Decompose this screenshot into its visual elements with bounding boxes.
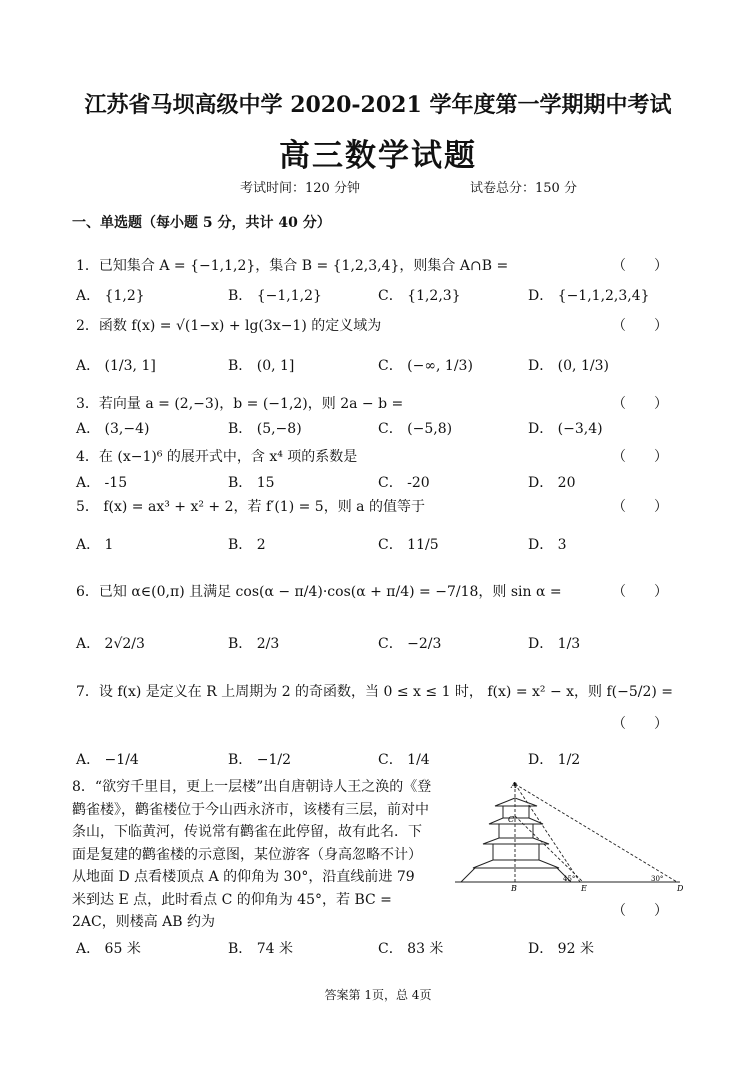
question-8-stem: 8．“欲穷千里目，更上一层楼”出自唐朝诗人王之涣的《登鹳雀楼》，鹳雀楼位于今山西永济市，该楼有三层，前对中条山，下临黄河，传说常有鹳雀在此停留，故有此名．下面是复建的鹳雀楼的示意图，某位游客（身高忽略不计）从地面 D 点看楼顶点 A 的仰角为 30°，沿直线前进 79 米到达 E 点，此时看点 C 的仰角为 45°，若 BC = 2AC，则楼高 AB 约为 (72, 779, 432, 930)
question-7-option-a: A． −1/4 (76, 752, 139, 768)
sight-line-A (515, 784, 580, 882)
total-score: 试卷总分：150 分 (470, 181, 577, 196)
question-6-option-d: D． 1/3 (528, 636, 581, 652)
question-1-option-a: A． {1,2} (76, 288, 145, 304)
angle-30-label: 30° (651, 875, 664, 883)
label-b: B (511, 884, 517, 893)
exam-time: 考试时间：120 分钟 (240, 181, 360, 196)
question-2-option-a: A． (1/3, 1] (76, 358, 156, 374)
angle-45-label: 45° (563, 875, 576, 883)
question-6-option-b: B． 2/3 (228, 636, 280, 652)
label-e: E (581, 884, 587, 893)
question-2-option-c: C． (−∞, 1/3) (378, 358, 473, 374)
question-8-option-a: A． 65 米 (76, 941, 141, 957)
question-2-stem: 2．函数 f(x) = √(1−x) + lg(3x−1) 的定义域为 (76, 318, 382, 334)
question-5-option-c: C． 11/5 (378, 537, 439, 553)
answer-paren: （ ） (612, 396, 668, 412)
subject-title: 高三数学试题 (279, 138, 477, 174)
question-1-stem: 1．已知集合 A = {−1,1,2}，集合 B = {1,2,3,4}，则集合 A∩B = (76, 258, 509, 274)
question-3-option-a: A． (3,−4) (76, 421, 150, 437)
question-3-option-c: C． (−5,8) (378, 421, 453, 437)
question-5-stem: 5． f(x) = ax³ + x² + 2，若 f′(1) = 5，则 a 的值等于 (76, 499, 425, 515)
question-7-option-d: D． 1/2 (528, 752, 581, 768)
question-3-stem: 3．若向量 a = (2,−3)，b = (−1,2)，则 2a − b = (76, 396, 404, 412)
question-4-stem: 4．在 (x−1)⁶ 的展开式中，含 x⁴ 项的系数是 (76, 449, 358, 465)
answer-paren: （ ） (612, 499, 668, 515)
question-2-option-b: B． (0, 1] (228, 358, 295, 374)
section-title: 一、单选题（每小题 5 分，共计 40 分） (72, 215, 331, 231)
answer-paren: （ ） (612, 903, 668, 919)
question-5-option-a: A． 1 (76, 537, 114, 553)
sight-line-DA (515, 784, 677, 882)
question-4-option-d: D． 20 (528, 475, 576, 491)
question-5-option-b: B． 2 (228, 537, 266, 553)
question-4-option-a: A． -15 (76, 475, 128, 491)
tower-eave-1 (473, 860, 559, 868)
answer-paren: （ ） (612, 258, 668, 274)
question-7-option-c: C． 1/4 (378, 752, 430, 768)
question-2-option-d: D． (0, 1/3) (528, 358, 609, 374)
tower-tier-3 (503, 806, 529, 818)
question-6-option-c: C． −2/3 (378, 636, 442, 652)
question-6-stem: 6．已知 α∈(0,π) 且满足 cos(α − π/4)·cos(α + π/4) = −7/18，则 sin α = (76, 584, 562, 600)
tower-roof-top (495, 798, 537, 806)
question-8-option-c: C． 83 米 (378, 941, 444, 957)
answer-paren: （ ） (612, 449, 668, 465)
question-6-option-a: A． 2√2/3 (76, 636, 145, 652)
label-d: D (677, 884, 684, 893)
question-5-option-d: D． 3 (528, 537, 567, 553)
question-8-option-d: D． 92 米 (528, 941, 594, 957)
tower-tier-1 (493, 844, 539, 860)
answer-paren: （ ） (612, 318, 668, 334)
page-footer: 答案第 1页，总 4页 (324, 988, 432, 1002)
question-1-option-c: C． {1,2,3} (378, 288, 461, 304)
label-c: C (508, 815, 515, 824)
tower-eave-2 (483, 838, 549, 844)
question-3-option-b: B． (5,−8) (228, 421, 302, 437)
question-7-option-b: B． −1/2 (228, 752, 291, 768)
question-8-option-b: B． 74 米 (228, 941, 294, 957)
tower-tier-2 (499, 824, 533, 838)
question-3-option-d: D． (−3,4) (528, 421, 603, 437)
question-1-option-b: B． {−1,1,2} (228, 288, 322, 304)
tower-eave-3 (489, 818, 543, 824)
school-title: 江苏省马坝高级中学 2020-2021 学年度第一学期期中考试 (84, 92, 672, 118)
tower-diagram (455, 778, 695, 893)
question-4-option-b: B． 15 (228, 475, 275, 491)
question-1-option-d: D． {−1,1,2,3,4} (528, 288, 650, 304)
tower-base (461, 868, 571, 882)
question-4-option-c: C． -20 (378, 475, 430, 491)
answer-paren: （ ） (612, 716, 668, 732)
question-7-stem: 7．设 f(x) 是定义在 R 上周期为 2 的奇函数，当 0 ≤ x ≤ 1 时， f(x) = x² − x，则 f(−5/2) = (76, 684, 674, 700)
answer-paren: （ ） (612, 584, 668, 600)
sight-line-EC (515, 816, 583, 882)
label-a: A (511, 781, 517, 790)
